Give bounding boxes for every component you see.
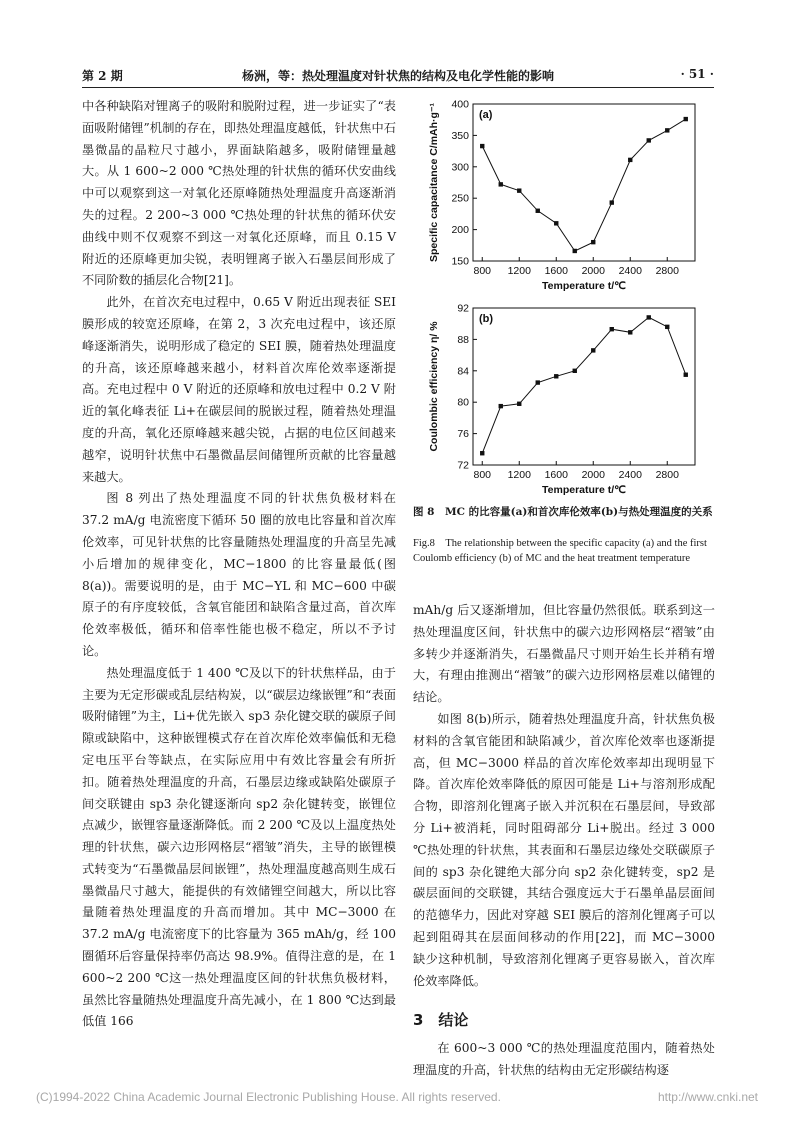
paragraph: 热处理温度低于 1 400 ℃及以下的针状焦样品，由于主要为无定形碳或乱层结构炭，以“碳层边缘嵌锂”和“表面吸附储锂”为主，Li+优先嵌入 sp3 杂化键交联的碳原子间隙或缺陷中，这种嵌锂模式存在首次库伦效率偏低和无稳定电压平台等缺点，在实际应用中有效比容量会有所折扣。随着热处理温度的升高，石墨层边缘或缺陷处碳原子间交联键由 sp3 杂化键逐渐向 sp2 杂化键转变，嵌锂位点减少，嵌锂容量逐渐降低。而 2 200 ℃及以上温度热处理的针状焦，碳六边形网格层“褶皱”消失，主导的嵌锂模式转变为“石墨微晶层间嵌锂”，热处理温度越高则生成石墨微晶尺寸越大，能提供的有效储锂空间越大，所以比容量随着热处理温度的升高而增加。其中 MC−3000 在 37.2 mA/g 电流密度下的比容量为 365 mAh/g，经 100 圈循环后容量保持率仍高达 98.9%。值得注意的是，在 1 600~2 200 ℃这一热处理温度区间的针状焦负极材料，虽然比容量随热处理温度升高先减小，在 1 800 ℃达到最低值 166 xyxy=(82,665,396,1029)
x-axis-label: Temperature t/℃ xyxy=(542,280,626,292)
y-tick-label: 72 xyxy=(457,459,469,472)
figure-caption-cn: 图 8 MC 的比容量(a)和首次库伦效率(b)与热处理温度的关系 xyxy=(413,506,713,518)
plot-frame xyxy=(473,308,695,465)
plot-frame xyxy=(473,104,695,261)
issue-number: 第 2 期 xyxy=(82,69,123,83)
y-tick-label: 200 xyxy=(451,224,469,237)
page-header xyxy=(82,67,714,87)
y-tick-label: 80 xyxy=(457,396,469,409)
data-point xyxy=(628,158,632,162)
data-point xyxy=(591,240,595,244)
copyright-notice: (C)1994-2022 China Academic Journal Electronic Publishing House. All rights reserved. xyxy=(36,1090,501,1104)
data-point xyxy=(665,128,669,132)
y-tick-label: 84 xyxy=(457,365,469,378)
x-tick-label: 1600 xyxy=(544,469,568,481)
x-tick-label: 2400 xyxy=(618,469,642,481)
series-line xyxy=(482,317,686,453)
data-point xyxy=(591,348,595,352)
paragraph: mAh/g 后又逐渐增加，但比容量仍然很低。联系到这一热处理温度区间，针状焦中的碳六边形网格层“褶皱”由多转少并逐渐消失，石墨微晶尺寸则开始生长并稍有增大，有理由推测出“褶皱”的碳六边形网格层难以储锂的结论。 xyxy=(413,603,715,705)
data-point xyxy=(499,404,503,408)
data-point xyxy=(499,182,503,186)
panel-label: (a) xyxy=(479,109,493,121)
panel-label: (b) xyxy=(479,313,494,325)
x-tick-label: 1600 xyxy=(544,265,568,277)
data-point xyxy=(536,209,540,213)
x-tick-label: 1200 xyxy=(507,469,531,481)
y-axis-label: Specific capacitance C/mAh·g⁻¹ xyxy=(428,102,440,263)
data-point xyxy=(480,144,484,148)
data-point xyxy=(573,249,577,253)
data-point xyxy=(647,315,651,319)
y-tick-label: 350 xyxy=(451,129,469,142)
left-column xyxy=(82,96,396,1033)
data-point xyxy=(554,374,558,378)
data-point xyxy=(517,402,521,406)
y-axis-label: Coulombic efficiency η/ % xyxy=(428,321,440,452)
x-tick-label: 800 xyxy=(473,265,492,277)
x-tick-label: 2800 xyxy=(655,265,679,277)
y-tick-label: 400 xyxy=(451,98,469,111)
figure-8-charts xyxy=(413,92,715,502)
y-tick-label: 250 xyxy=(451,192,469,205)
data-point xyxy=(517,188,521,192)
data-point xyxy=(480,451,484,455)
paragraph: 在 600~3 000 ℃的热处理温度范围内，随着热处理温度的升高，针状焦的结构由无定形碳结构逐 xyxy=(413,1041,715,1077)
right-column xyxy=(413,600,715,1082)
x-tick-label: 1200 xyxy=(507,265,531,277)
y-tick-label: 92 xyxy=(457,302,469,315)
x-tick-label: 800 xyxy=(473,469,492,481)
footer-url[interactable]: http://www.cnki.net xyxy=(657,1090,758,1104)
y-tick-label: 300 xyxy=(451,161,469,174)
paragraph: 图 8 列出了热处理温度不同的针状焦负极材料在 37.2 mA/g 电流密度下循环 50 圈的放电比容量和首次库伦效率，可见针状焦的比容量随热处理温度的升高呈先减小后增加的规律变化，MC−1800 的比容量最低(图 8(a))。需要说明的是，由于 MC−YL 和 MC−600 中碳原子的有序度较低，含氧官能团和缺陷含量过高，首次库伦效率极低，循环和倍率性能也极不稳定，所以不予讨论。 xyxy=(82,491,396,658)
data-point xyxy=(647,138,651,142)
data-point xyxy=(536,380,540,384)
data-point xyxy=(684,117,688,121)
running-title: 杨洲，等：热处理温度对针状焦的结构及电化学性能的影响 xyxy=(241,69,554,83)
data-point xyxy=(684,373,688,377)
data-point xyxy=(610,327,614,331)
x-tick-label: 2400 xyxy=(618,265,642,277)
data-point xyxy=(610,200,614,204)
x-tick-label: 2000 xyxy=(581,265,605,277)
header-rule xyxy=(82,87,714,88)
paragraph: 如图 8(b)所示，随着热处理温度升高，针状焦负极材料的含氧官能团和缺陷减少，首次库伦效率也逐渐提高，但 MC−3000 样品的首次库伦效率却出现明显下降。首次库伦效率降低的原因可能是 Li+与溶剂形成配合物，即溶剂化锂离子嵌入并沉积在石墨层间，导致部分 Li+被消耗，同时阻碍部分 Li+脱出。经过 3 000 ℃热处理的针状焦，其表面和石墨层边缘处交联碳原子间的 sp3 杂化键绝大部分向 sp2 杂化键转变，sp2 是碳层面间的交联键，其结合强度远大于石墨单晶层面间的范德华力，因此对穿越 SEI 膜后的溶剂化锂离子可以起到阻碍其在层面间移动的作用[22]，而 MC−3000 缺少这种机制，导致溶剂化锂离子更容易嵌入，首次库伦效率降低。 xyxy=(413,711,715,988)
series-line xyxy=(482,119,686,251)
page-number: · 51 · xyxy=(680,67,714,81)
data-point xyxy=(628,330,632,334)
y-tick-label: 76 xyxy=(457,428,469,441)
paragraph: 此外，在首次充电过程中，0.65 V 附近出现表征 SEI 膜形成的较宽还原峰，在第 2，3 次充电过程中，该还原峰逐渐消失，说明形成了稳定的 SEI 膜，随着热处理温度的升高，该还原峰越来越小，材料首次库伦效率逐渐提高。充电过程中 0 V 附近的还原峰和放电过程中 0.2 V 附近的氧化峰表征 Li+在碳层间的脱嵌过程，随着热处理温度的升高，氧化还原峰越来越尖锐，占据的电位区间越来越窄，说明针状焦中石墨微晶层间储锂所贡献的比容量越来越大。 xyxy=(82,295,396,484)
x-axis-label: Temperature t/℃ xyxy=(542,484,626,496)
section-heading: 3 结论 xyxy=(413,1011,469,1030)
data-point xyxy=(573,369,577,373)
x-tick-label: 2000 xyxy=(581,469,605,481)
y-tick-label: 150 xyxy=(451,255,469,268)
x-tick-label: 2800 xyxy=(655,469,679,481)
data-point xyxy=(665,325,669,329)
figure-8 xyxy=(413,92,715,592)
paragraph: 中各种缺陷对锂离子的吸附和脱附过程，进一步证实了“表面吸附储锂”机制的存在，即热处理温度越低，针状焦中石墨微晶的晶粒尺寸越小，界面缺陷越多，吸附储锂量越大。从 1 600~2 000 ℃热处理的针状焦的循环伏安曲线中可以观察到这一对氧化还原峰随热处理温度升高逐渐消失的过程。2 200~3 000 ℃热处理的针状焦的循环伏安曲线中则不仅观察不到这一对氧化还原峰，而且 0.15 V 附近的还原峰更加尖锐，表明锂离子嵌入石墨层间形成了不同阶数的插层化合物[21]。 xyxy=(82,99,396,288)
figure-caption-en: Fig.8 The relationship between the specific capacity (a) and the first Coulomb efficiency (b) of MC and the heat treatment temperature xyxy=(413,538,707,564)
y-tick-label: 88 xyxy=(457,333,469,346)
data-point xyxy=(554,221,558,225)
